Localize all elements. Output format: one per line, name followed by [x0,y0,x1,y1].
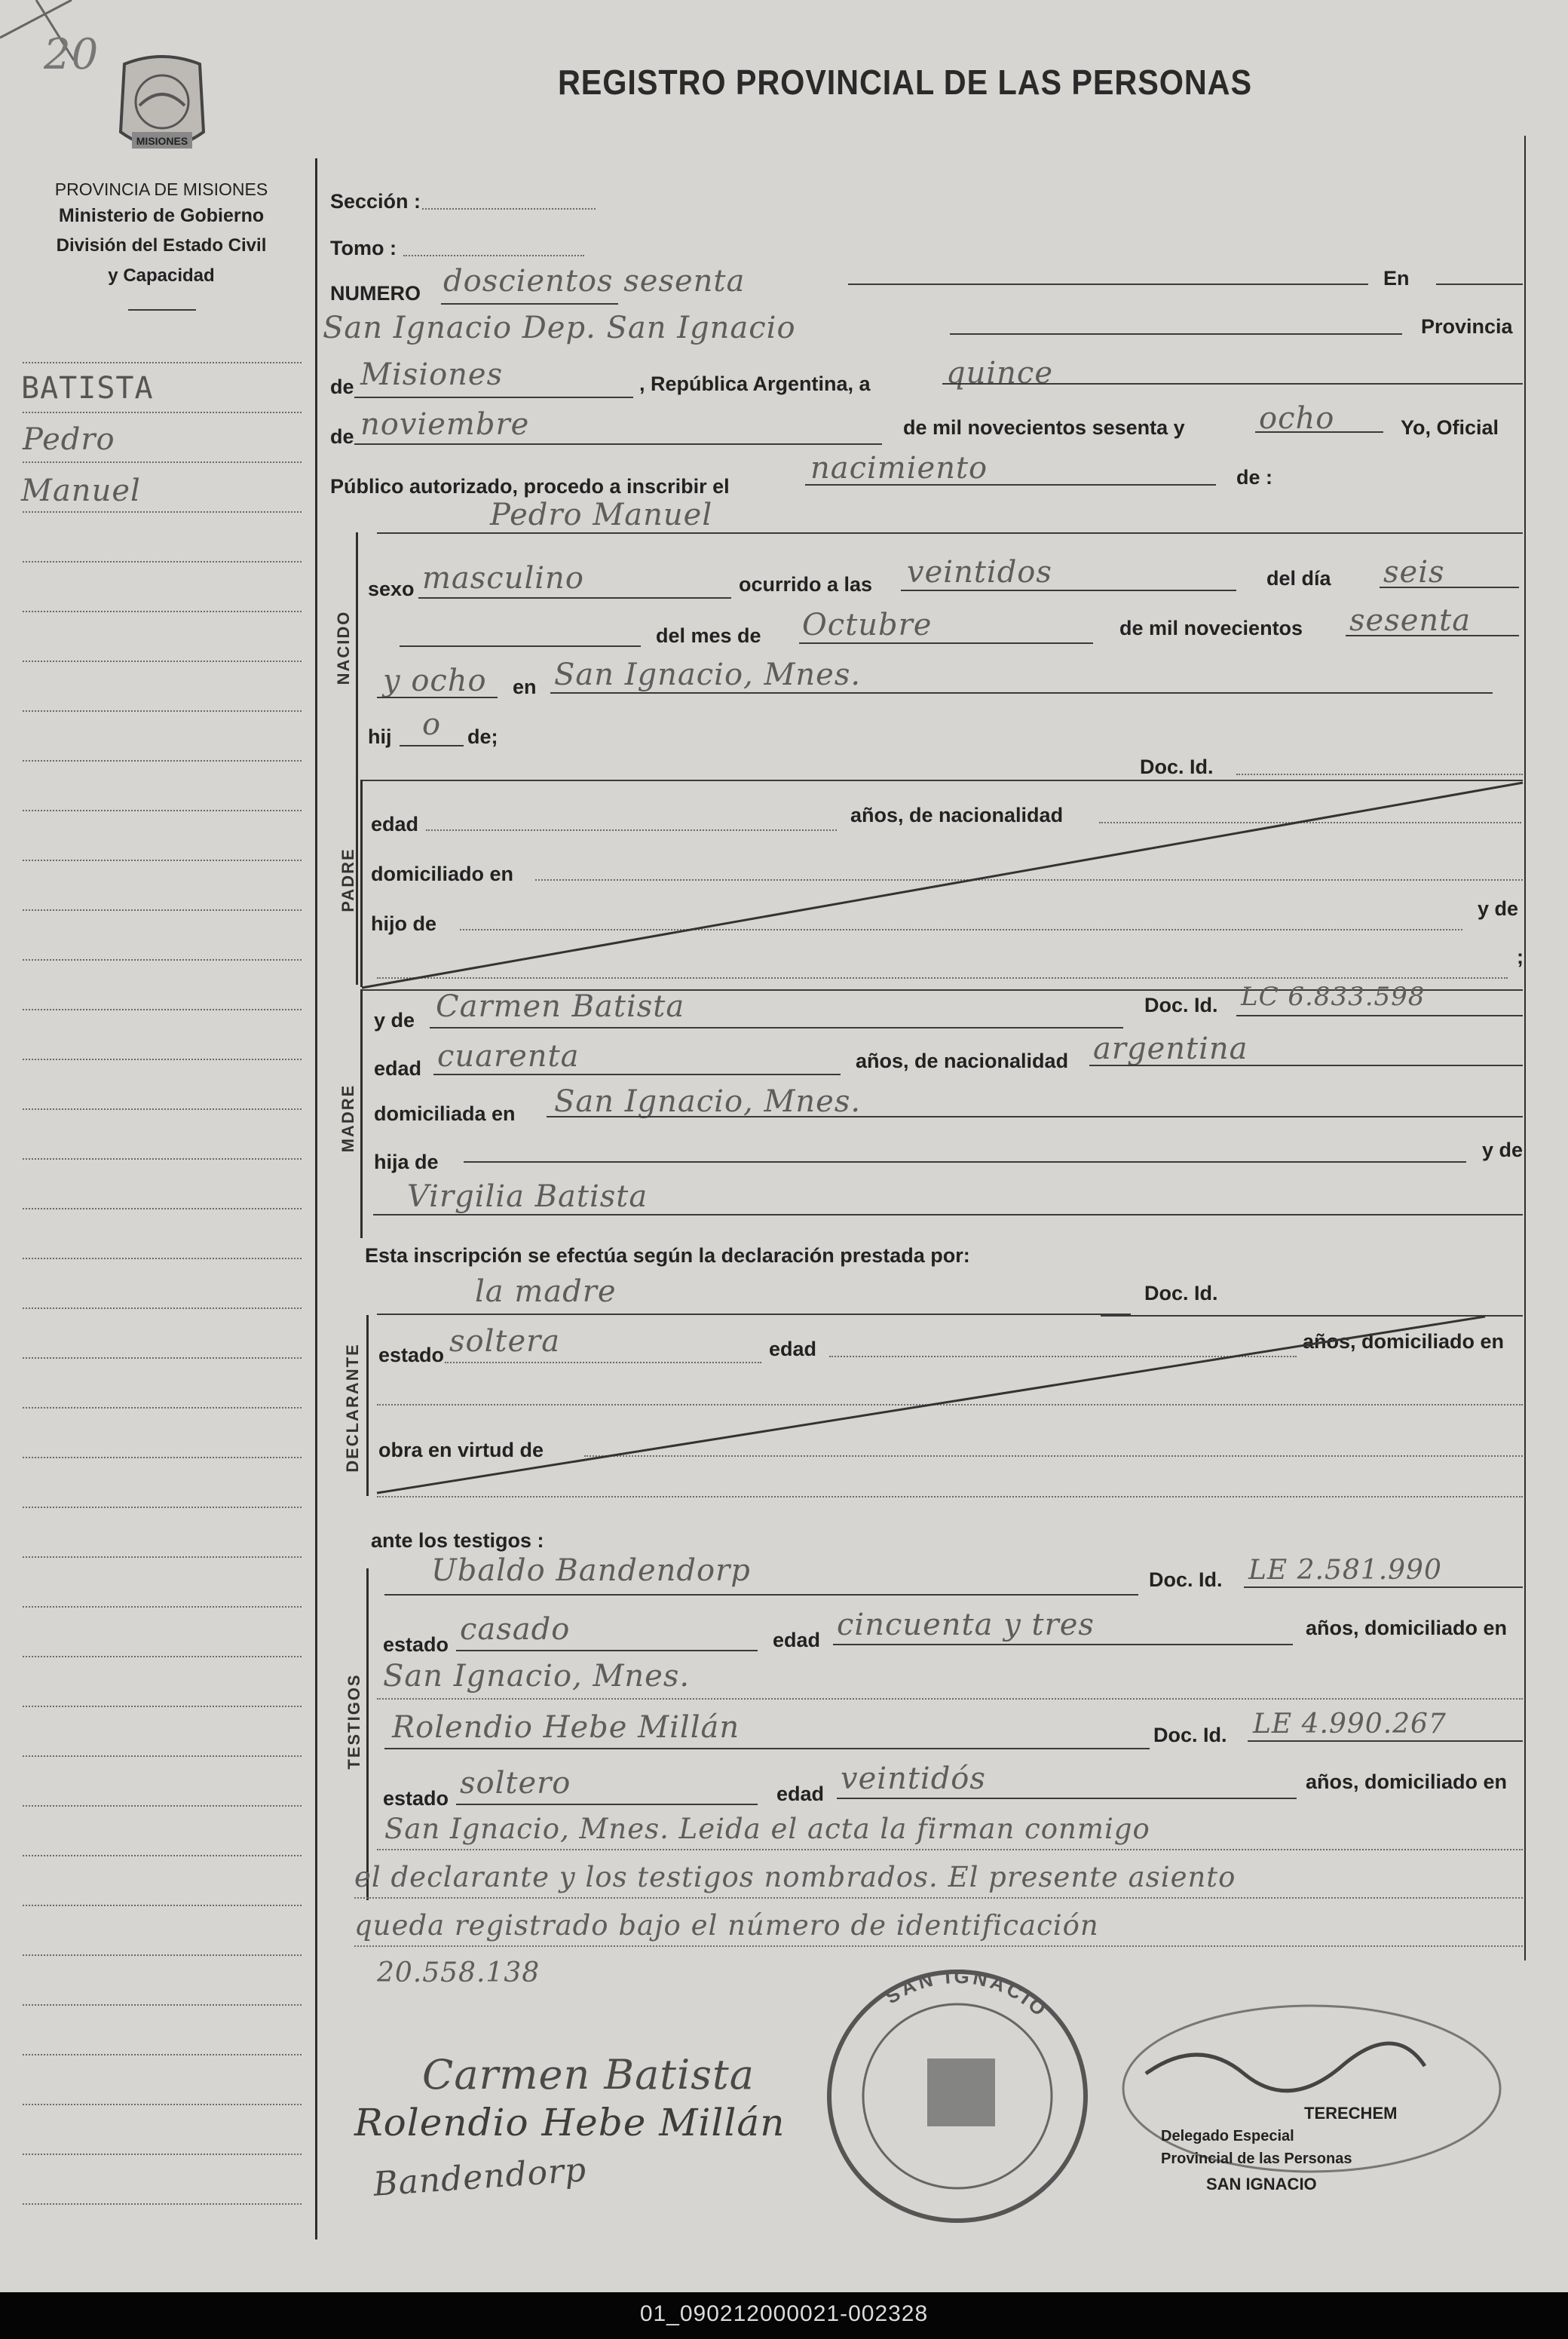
value-testigo1-doc: LE 2.581.990 [1248,1555,1442,1586]
value-nombre: Pedro Manuel [490,498,713,532]
signature-testigo2: Rolendio Hebe Millán [354,2101,786,2144]
label-provincia: Provincia [1421,315,1513,338]
label-domiciliado-padre: domiciliado en [371,863,514,885]
label-seccion: Sección : [330,190,421,213]
label-edad-declarante: edad [769,1338,817,1360]
label-y-de-madre: y de [374,1009,415,1032]
value-testigo1-edad: cincuenta y tres [837,1608,1095,1642]
file-id: 01_090212000021-002328 [639,2301,929,2326]
margin-rule [23,362,302,363]
label-en-lugar: en [513,676,537,698]
label-doc-id-padre: Doc. Id. [1140,756,1214,778]
margin-rule [23,909,302,911]
section-padre: PADRE [338,848,357,912]
signature-madre: Carmen Batista [422,2051,755,2098]
label-doc-id-testigo2: Doc. Id. [1153,1724,1227,1746]
label-anos-domiciliado-testigo2: años, domiciliado en [1306,1770,1508,1793]
margin-rule [23,2203,302,2205]
label-obra: obra en virtud de [378,1439,544,1461]
label-anos-domiciliado-declarante: años, domiciliado en [1303,1330,1505,1353]
value-numero-identificacion: 20.558.138 [377,1957,541,1988]
stamp-official-name: TERECHEM [1304,2104,1398,2123]
value-declarante: la madre [475,1274,617,1309]
label-anos-domiciliado-testigo1: años, domiciliado en [1306,1617,1508,1639]
section-declarante: DECLARANTE [343,1343,362,1473]
value-testigo2-nombre: Rolendio Hebe Millán [392,1710,740,1745]
margin-rule [23,2104,302,2105]
value-testigo2-edad: veintidós [841,1761,986,1796]
value-dia-nac: seis [1383,555,1445,590]
value-madre-nacionalidad: argentina [1093,1032,1248,1066]
label-anos-nacionalidad-madre: años, de nacionalidad [856,1050,1069,1072]
value-cierre-2: el declarante y los testigos nombrados. El presente asiento [354,1861,1236,1893]
label-doc-id-testigo1: Doc. Id. [1149,1568,1223,1591]
margin-rule [23,860,302,861]
left-form-border [315,158,317,2239]
testigos-border [366,1568,369,1900]
padre-cross-out [354,777,1530,995]
value-anio-nac-2: y ocho [383,664,487,698]
margin-rule [23,1307,302,1309]
margin-rule [23,1805,302,1807]
left-header-line3: División del Estado Civil [56,235,267,256]
label-edad-padre: edad [371,813,419,835]
value-testigo1-domicilio: San Ignacio, Mnes. [383,1659,691,1694]
label-de-colon: de : [1236,466,1273,489]
margin-note-surname: BATISTA [21,371,154,406]
margin-rule [23,2054,302,2055]
value-declarante-estado: soltera [449,1324,561,1359]
margin-rule [23,661,302,662]
corner-number: 20 [44,30,100,79]
stamp-line-3: SAN IGNACIO [1206,2175,1317,2193]
label-del-mes: del mes de [656,624,761,647]
value-mes: noviembre [360,407,530,442]
official-round-stamp [814,1960,1101,2232]
margin-rule [23,1158,302,1160]
value-hora: veintidos [907,555,1052,590]
margin-rule [23,1755,302,1757]
label-de-mil-novecientos: de mil novecientos [1119,617,1303,639]
label-publico: Público autorizado, procedo a inscribir el [330,475,730,498]
signature-testigo1: Bandendorp [372,2150,588,2204]
margin-rule [23,1108,302,1110]
label-mil-novecientos: de mil novecientos sesenta y [903,416,1185,439]
value-mes-nac: Octubre [802,608,933,642]
value-numero: doscientos sesenta [443,264,746,299]
left-header-line4: y Capacidad [108,265,215,286]
margin-rule [23,412,302,413]
value-sexo: masculino [422,561,584,596]
label-doc-id-declarante: Doc. Id. [1144,1282,1218,1304]
margin-rule [23,1706,302,1707]
label-hij: hij [368,725,392,748]
left-header-line2: Ministerio de Gobierno [58,205,265,226]
margin-note-second-name: Manuel [21,474,141,508]
value-madre-doc: LC 6.833.598 [1241,982,1426,1012]
page-title: REGISTRO PROVINCIAL DE LAS PERSONAS [558,63,1252,102]
label-edad-madre: edad [374,1057,422,1080]
declarante-border [366,1315,369,1496]
margin-rule [23,1507,302,1508]
margin-rule [23,1208,302,1209]
margin-rule [23,760,302,762]
margin-rule [23,1656,302,1657]
label-edad-testigo1: edad [773,1629,821,1651]
margin-rule [23,461,302,463]
label-hijo-de: hijo de [371,912,436,935]
margin-rule [23,810,302,811]
label-inscripcion: Esta inscripción se efectúa según la declaración prestada por: [365,1244,970,1267]
value-provincia: Misiones [360,357,504,392]
label-republica: , República Argentina, a [639,372,871,395]
label-yo-oficial: Yo, Oficial [1401,416,1499,439]
label-de: de [330,376,354,398]
margin-rule [23,1407,302,1409]
label-del-dia: del día [1266,567,1331,590]
margin-rule [23,1855,302,1856]
value-anio-nac: sesenta [1349,603,1472,638]
value-lugar: San Ignacio Dep. San Ignacio [323,311,796,345]
label-semicolon: ; [1517,946,1524,968]
label-hija-de: hija de [374,1151,439,1173]
label-estado-testigo1: estado [383,1633,449,1656]
label-ocurrido: ocurrido a las [739,573,873,596]
stamp-title: SAN IGNACIO [880,1964,1053,2022]
margin-rule [23,1258,302,1259]
emblem-text: MISIONES [136,135,188,147]
margin-rule [23,511,302,513]
margin-rule [23,1357,302,1359]
label-ante-testigos: ante los testigos : [371,1529,544,1552]
margin-rule [23,959,302,961]
label-y-de-madre-2: y de [1482,1139,1524,1161]
label-y-de-padre: y de [1478,897,1519,920]
header-divider [128,309,196,311]
value-testigo1-estado: casado [460,1612,571,1647]
label-estado-declarante: estado [378,1344,445,1366]
margin-rule [23,1556,302,1558]
value-anio: ocho [1259,401,1335,436]
section-nacido: NACIDO [334,610,353,685]
value-madre-nombre: Carmen Batista [436,989,685,1024]
value-abuela: Virgilia Batista [407,1179,648,1214]
province-emblem-icon [109,49,215,170]
margin-rule [23,1059,302,1060]
label-doc-id-madre: Doc. Id. [1144,994,1218,1016]
value-madre-edad: cuarenta [437,1039,580,1074]
margin-rule [23,2154,302,2155]
label-domiciliada: domiciliada en [374,1102,516,1125]
value-dia: quince [946,356,1053,391]
value-madre-domicilio: San Ignacio, Mnes. [554,1084,862,1119]
label-de-semi: de; [467,725,498,748]
value-cierre-3: queda registrado bajo el número de identificación [354,1909,1099,1942]
label-numero: NUMERO [330,282,421,305]
value-testigo2-doc: LE 4.990.267 [1253,1709,1447,1740]
margin-rule [23,2004,302,2006]
value-lugar-nac: San Ignacio, Mnes. [554,658,862,692]
margin-rule [23,561,302,563]
value-testigo2-estado: soltero [460,1766,571,1801]
margin-rule [23,611,302,612]
value-hij-letter: o [422,707,442,742]
stamp-line-2: Provincial de las Personas [1161,2150,1352,2167]
margin-rule [23,710,302,712]
stamp-line-1: Delegado Especial [1161,2128,1294,2144]
label-sexo: sexo [368,578,415,600]
label-tomo: Tomo : [330,237,397,259]
label-en: En [1383,267,1410,290]
label-edad-testigo2: edad [776,1783,825,1805]
left-header-line1: PROVINCIA DE MISIONES [54,179,268,199]
margin-rule [23,1457,302,1458]
margin-rule [23,1905,302,1906]
section-testigos: TESTIGOS [345,1673,363,1770]
label-anos-nacionalidad-padre: años, de nacionalidad [850,804,1064,826]
right-form-border [1524,136,1526,1960]
section-madre: MADRE [338,1084,357,1153]
margin-rule [23,1606,302,1608]
margin-rule [23,1009,302,1010]
label-estado-testigo2: estado [383,1787,449,1810]
value-testigo1-nombre: Ubaldo Bandendorp [431,1553,751,1588]
margin-rule [23,1954,302,1956]
declarante-cross-out [369,1312,1523,1501]
margin-note-first-name: Pedro [23,422,115,457]
footer-bar [0,2292,1568,2339]
value-acto: nacimiento [810,451,988,486]
madre-border [360,989,363,1238]
label-de2: de [330,425,354,448]
value-cierre-1: San Ignacio, Mnes. Leida el acta la firman conmigo [384,1813,1150,1845]
